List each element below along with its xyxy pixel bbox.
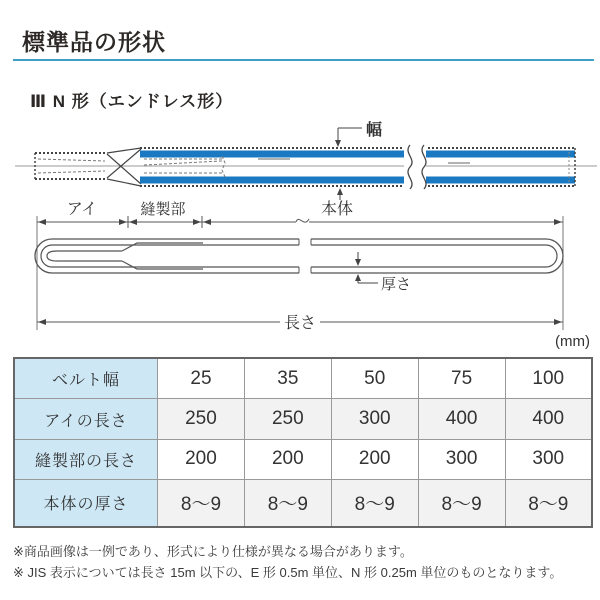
table-cell: 300	[418, 439, 505, 479]
footnote: ※商品画像は一例であり、形式により仕様が異なる場合があります。	[13, 544, 413, 559]
table-row-header: アイの長さ	[14, 399, 158, 439]
page-title: 標準品の形状	[22, 29, 166, 55]
top-dimension-line	[37, 200, 563, 225]
spec-table	[13, 357, 593, 528]
thickness-label: 厚さ	[381, 276, 412, 293]
table-cell: 300	[505, 439, 592, 479]
side-break	[299, 233, 311, 279]
unit-label: (mm)	[555, 333, 590, 350]
table-cell: 8～9	[505, 479, 592, 527]
table-cell: 250	[244, 399, 331, 439]
title-accent-divider	[13, 59, 594, 61]
table-cell: 35	[244, 358, 331, 399]
section-subtitle: Ⅲ N 形（エンドレス形）	[30, 92, 234, 111]
table-row	[14, 358, 592, 399]
table-cell: 100	[505, 358, 592, 399]
table-row-header: 本体の厚さ	[14, 479, 158, 527]
side-view	[35, 200, 563, 332]
table-cell: 200	[158, 439, 245, 479]
sewn-section-label: 縫製部	[140, 201, 186, 218]
break-symbol	[404, 145, 426, 189]
footnote: ※ JIS 表示については長さ 15m 以下の、E 形 0.5m 単位、N 形 0.25m 単位のものとなります。	[13, 565, 563, 580]
table-cell: 400	[505, 399, 592, 439]
table-cell: 8～9	[158, 479, 245, 527]
width-dimension	[335, 121, 382, 200]
shape-diagram	[0, 112, 600, 338]
table-cell: 50	[331, 358, 418, 399]
table-cell: 300	[331, 399, 418, 439]
table-row	[14, 399, 592, 439]
table-cell: 8～9	[244, 479, 331, 527]
table-row	[14, 439, 592, 479]
eye-transition	[107, 148, 141, 186]
body-label: 本体	[320, 201, 354, 218]
table-row-header: ベルト幅	[14, 358, 158, 399]
table-cell: 25	[158, 358, 245, 399]
table-cell: 200	[331, 439, 418, 479]
length-label: 長さ	[283, 315, 317, 332]
eye-label: アイ	[66, 201, 98, 218]
table-cell: 75	[418, 358, 505, 399]
width-label: 幅	[366, 122, 383, 139]
table-row-header: 縫製部の長さ	[14, 439, 158, 479]
top-view	[15, 121, 597, 200]
table-cell: 250	[158, 399, 245, 439]
table-cell: 200	[244, 439, 331, 479]
length-dimension	[37, 314, 563, 332]
table-cell: 8～9	[418, 479, 505, 527]
table-row	[14, 479, 592, 527]
table-cell: 8～9	[331, 479, 418, 527]
table-cell: 400	[418, 399, 505, 439]
